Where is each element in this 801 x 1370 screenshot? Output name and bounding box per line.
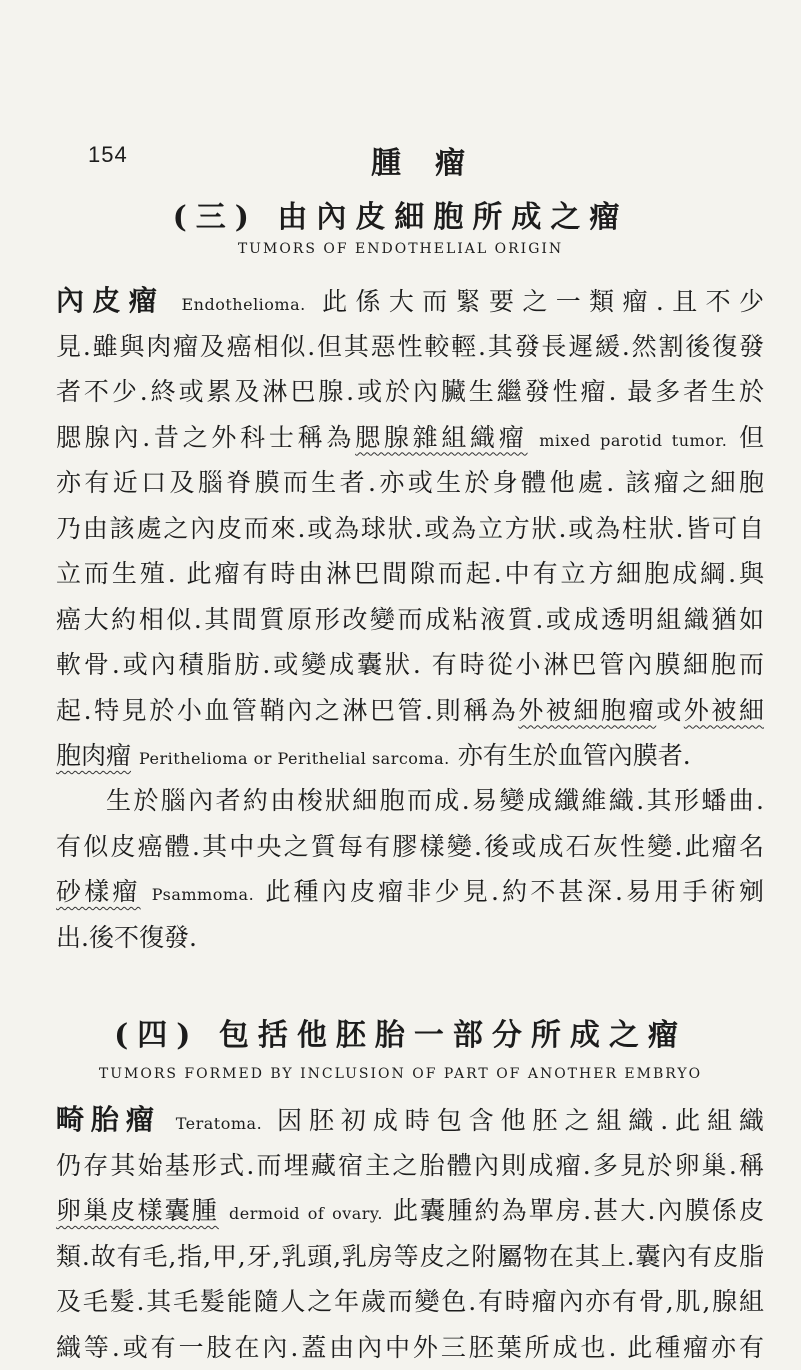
text-line: 出.後不復發. <box>56 915 764 961</box>
text-segment: 因胚初成時包含他胚之組織.此組織 <box>277 1106 764 1135</box>
text-line <box>56 1097 764 1143</box>
text-segment: 但 <box>739 423 764 452</box>
page-header <box>88 138 748 178</box>
term-endothelioma-en: Endothelioma. <box>182 295 306 314</box>
term-psammoma-en: Psammoma. <box>152 885 254 904</box>
term-dermoid-cyst: 卵巢皮樣囊腫 <box>56 1196 219 1225</box>
text-line <box>56 733 764 779</box>
term-mixed-parotid: 腮腺雜組織瘤 <box>355 423 527 452</box>
text-line: 及毛髮.其毛髮能隨人之年歲而變色.有時瘤內亦有骨,肌,腺組 <box>56 1279 764 1325</box>
text-segment: 此囊腫約為單房.甚大.內膜係皮 <box>393 1196 764 1225</box>
text-segment: 此種內皮瘤非少見.約不甚深.易用手術剜 <box>265 877 764 906</box>
text-line <box>56 869 764 915</box>
term-endothelioma: 內皮瘤 <box>56 284 165 317</box>
text-line: 織等.或有一肢在內.蓋由內中外三胚葉所成也. 此種瘤亦有 <box>56 1325 764 1370</box>
term-psammoma: 砂樣瘤 <box>56 877 141 906</box>
text-line <box>56 1188 764 1234</box>
text-segment: 起.特見於小血管鞘內之淋巴管.則稱為 <box>56 696 518 725</box>
page-number: 154 <box>88 142 128 168</box>
text-line: 類.故有毛,指,甲,牙,乳頭,乳房等皮之附屬物在其上.囊內有皮脂 <box>56 1234 764 1280</box>
term-perithelial-sarcoma-part2: 胞肉瘤 <box>56 741 131 770</box>
text-line: 仍存其始基形式.而埋藏宿主之胎體內則成瘤.多見於卵巢.稱 <box>56 1143 764 1189</box>
text-line: 見.雖與肉瘤及癌相似.但其惡性較輕.其發長遲緩.然割後復發 <box>56 324 764 370</box>
term-perithelioma: 外被細胞瘤 <box>518 696 656 725</box>
text-line: 亦有近口及腦脊膜而生者.亦或生於身體他處. 該瘤之細胞 <box>56 460 764 506</box>
text-line: 癌大約相似.其間質原形改變而成粘液質.或成透明組織猶如 <box>56 597 764 643</box>
section-3-heading: (三) 由內皮細胞所成之瘤 <box>0 192 801 236</box>
term-perithelioma-en: Perithelioma or Perithelial sarcoma. <box>139 749 450 768</box>
brain-tumor-paragraph <box>56 778 764 960</box>
text-line: 有似皮癌體.其中央之質每有膠樣變.後或成石灰性變.此瘤名 <box>56 824 764 870</box>
text-line: 者不少.終或累及淋巴腺.或於內臟生繼發性瘤. 最多者生於 <box>56 369 764 415</box>
text-line <box>56 688 764 734</box>
text-line <box>56 415 764 461</box>
running-title: 腫瘤 <box>88 138 748 182</box>
text-line: 生於腦內者約由梭狀細胞而成.易變成纖維織.其形蟠曲. <box>56 778 764 824</box>
section-3-subheading: TUMORS OF ENDOTHELIAL ORIGIN <box>0 241 801 257</box>
section-4-heading: (四) 包括他胚胎一部分所成之瘤 <box>0 1010 801 1054</box>
text-segment: 此係大而緊要之一類瘤.且不少 <box>322 287 764 316</box>
text-segment: 或 <box>656 696 684 725</box>
section-4-subheading: TUMORS FORMED BY INCLUSION OF PART OF ANOTHER EMBRYO <box>0 1066 801 1082</box>
term-teratoma: 畸胎瘤 <box>56 1103 161 1136</box>
text-segment: 亦有生於血管內膜者. <box>458 741 691 770</box>
term-teratoma-en: Teratoma. <box>176 1114 262 1133</box>
text-line: 立而生殖. 此瘤有時由淋巴間隙而起.中有立方細胞成綱.與 <box>56 551 764 597</box>
text-line: 軟骨.或內積脂肪.或變成囊狀. 有時從小淋巴管內膜細胞而 <box>56 642 764 688</box>
endothelioma-paragraph <box>56 278 764 779</box>
text-line: 乃由該處之內皮而來.或為球狀.或為立方狀.或為柱狀.皆可自 <box>56 506 764 552</box>
text-line <box>56 278 764 324</box>
term-dermoid-cyst-en: dermoid of ovary. <box>229 1204 383 1223</box>
text-segment: 腮腺內.昔之外科士稱為 <box>56 423 355 452</box>
term-perithelial-sarcoma-part1: 外被細 <box>684 696 764 725</box>
term-mixed-parotid-en: mixed parotid tumor. <box>539 431 727 450</box>
teratoma-paragraph <box>56 1097 764 1370</box>
